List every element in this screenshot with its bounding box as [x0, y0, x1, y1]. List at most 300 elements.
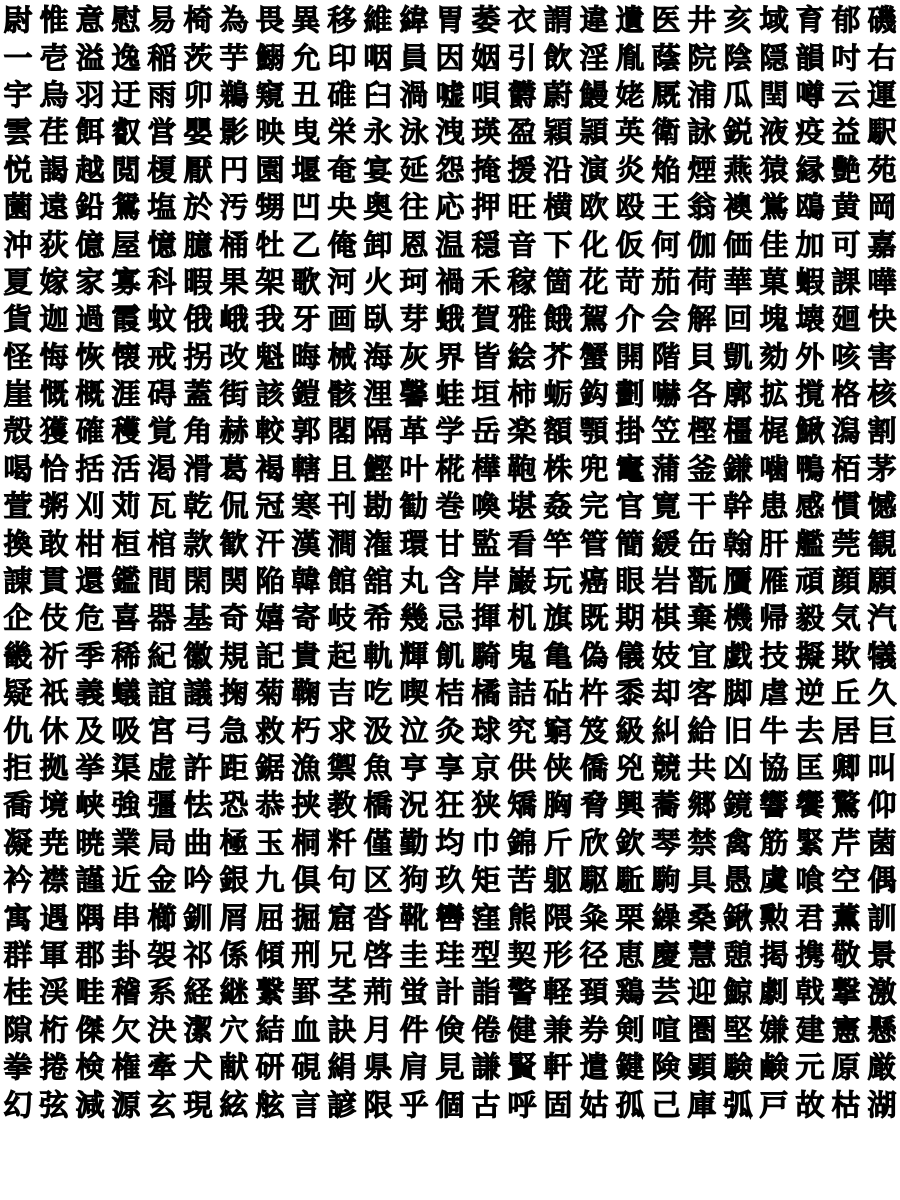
- kanji-character: 鬼: [507, 638, 537, 673]
- kanji-character: 窟: [327, 900, 357, 935]
- kanji-character: 改: [219, 339, 249, 374]
- kanji-character: 噛: [759, 451, 789, 486]
- kanji-character: 尉: [3, 3, 33, 38]
- kanji-character: 蒲: [651, 451, 681, 486]
- kanji-character: 勘: [363, 489, 393, 524]
- kanji-character: 餓: [543, 302, 573, 337]
- kanji-character: 允: [291, 40, 321, 75]
- kanji-character: 机: [507, 601, 537, 636]
- kanji-character: 荏: [39, 115, 69, 150]
- character-row: [0, 1049, 900, 1086]
- kanji-character: 鴛: [111, 190, 141, 225]
- kanji-character: 頚: [579, 975, 609, 1010]
- kanji-character: 我: [255, 302, 285, 337]
- kanji-character: 原: [831, 1050, 861, 1085]
- kanji-character: 巌: [507, 564, 537, 599]
- kanji-character: 倶: [291, 863, 321, 898]
- kanji-character: 閏: [759, 77, 789, 112]
- kanji-character: 偽: [579, 638, 609, 673]
- kanji-character: 雅: [507, 302, 537, 337]
- kanji-character: 会: [651, 302, 681, 337]
- kanji-character: 挙: [75, 751, 105, 785]
- kanji-character: 鈎: [579, 377, 609, 412]
- kanji-character: 茄: [651, 264, 681, 299]
- kanji-character: 晦: [291, 339, 321, 374]
- kanji-character: 億: [75, 227, 105, 262]
- kanji-character: 笈: [579, 713, 609, 748]
- kanji-character: 桶: [219, 227, 249, 262]
- kanji-character: 巻: [435, 489, 465, 524]
- kanji-character: 花: [579, 264, 609, 299]
- kanji-character: 黄: [831, 190, 861, 225]
- character-row: [0, 2, 900, 39]
- kanji-character: 襖: [723, 190, 753, 225]
- kanji-character: 鑑: [111, 564, 141, 599]
- kanji-character: 嘩: [867, 264, 897, 299]
- kanji-character: 胸: [543, 788, 573, 823]
- kanji-character: 旧: [723, 713, 753, 748]
- kanji-character: 鎌: [723, 451, 753, 486]
- kanji-character: 勤: [399, 825, 429, 860]
- kanji-character: 潔: [183, 1012, 213, 1047]
- kanji-character: 淫: [579, 40, 609, 75]
- kanji-character: 獲: [39, 414, 69, 449]
- kanji-character: 区: [363, 863, 393, 898]
- kanji-character: 王: [651, 190, 681, 225]
- kanji-character: 潟: [831, 414, 861, 449]
- kanji-character: 久: [867, 676, 897, 711]
- kanji-character: 蟹: [579, 339, 609, 374]
- kanji-character: 簡: [615, 526, 645, 561]
- kanji-character: 畿: [3, 638, 33, 673]
- kanji-character: 寡: [111, 264, 141, 299]
- kanji-character: 諺: [327, 1087, 357, 1122]
- kanji-character: 啓: [363, 937, 393, 972]
- kanji-character: 海: [363, 339, 393, 374]
- kanji-character: 鵜: [219, 77, 249, 112]
- kanji-character: 吃: [363, 676, 393, 711]
- kanji-character: 渦: [399, 77, 429, 112]
- kanji-character: 脚: [723, 676, 753, 711]
- kanji-character: 可: [831, 227, 861, 262]
- kanji-character: 佳: [759, 227, 789, 262]
- kanji-character: 吋: [831, 40, 861, 75]
- kanji-character: 欧: [579, 190, 609, 225]
- kanji-character: 廻: [831, 302, 861, 337]
- kanji-character: 架: [255, 264, 285, 299]
- kanji-character: 級: [615, 713, 645, 748]
- kanji-character: 駆: [579, 863, 609, 898]
- kanji-character: 院: [687, 40, 717, 75]
- kanji-character: 空: [831, 863, 861, 898]
- kanji-character: 汚: [219, 190, 249, 225]
- kanji-character: 艶: [831, 152, 861, 187]
- kanji-character: 詰: [507, 676, 537, 711]
- kanji-character: 穫: [111, 414, 141, 449]
- kanji-character: 稼: [507, 264, 537, 299]
- kanji-character: 意: [75, 3, 105, 38]
- kanji-character: 戟: [795, 975, 825, 1010]
- kanji-character: 勧: [399, 489, 429, 524]
- kanji-character: 鰍: [795, 414, 825, 449]
- kanji-character: 萱: [3, 489, 33, 524]
- kanji-character: 顕: [687, 1050, 717, 1085]
- kanji-character: 櫛: [147, 900, 177, 935]
- kanji-character: 橿: [723, 414, 753, 449]
- kanji-character: 焔: [651, 152, 681, 187]
- kanji-character: 掘: [291, 900, 321, 935]
- kanji-character: 維: [363, 3, 393, 38]
- kanji-character: 尭: [39, 825, 69, 860]
- kanji-character: 繰: [651, 900, 681, 935]
- kanji-character: 妓: [651, 638, 681, 673]
- kanji-character: 加: [795, 227, 825, 262]
- kanji-character: 携: [795, 937, 825, 972]
- kanji-character: 禽: [723, 825, 753, 860]
- kanji-character: 興: [615, 788, 645, 823]
- kanji-character: 革: [399, 414, 429, 449]
- kanji-character: 嫌: [759, 1012, 789, 1047]
- kanji-character: 継: [219, 975, 249, 1010]
- kanji-character: 迂: [111, 77, 141, 112]
- kanji-character: 決: [147, 1012, 177, 1047]
- kanji-character: 飢: [435, 638, 465, 673]
- kanji-character: 句: [327, 863, 357, 898]
- kanji-character: 俄: [183, 302, 213, 337]
- kanji-character: 紀: [147, 638, 177, 673]
- kanji-character: 芹: [831, 825, 861, 860]
- kanji-character: 含: [435, 564, 465, 599]
- kanji-character: 凝: [3, 825, 33, 860]
- kanji-character: 懸: [867, 1012, 897, 1047]
- kanji-character: 蛾: [435, 302, 465, 337]
- kanji-character: 割: [867, 414, 897, 449]
- kanji-character: 管: [579, 526, 609, 561]
- kanji-character: 傾: [255, 937, 285, 972]
- kanji-character: 斤: [543, 825, 573, 860]
- kanji-character: 迎: [687, 975, 717, 1010]
- kanji-character: 骸: [327, 377, 357, 412]
- kanji-character: 羽: [75, 77, 105, 112]
- kanji-character: 解: [687, 302, 717, 337]
- kanji-character: 捲: [39, 1050, 69, 1085]
- kanji-character: 括: [75, 451, 105, 486]
- kanji-character: 岩: [651, 564, 681, 599]
- kanji-character: 掬: [219, 676, 249, 711]
- kanji-character: 堅: [723, 1012, 753, 1047]
- kanji-character: 仇: [3, 713, 33, 748]
- kanji-character: 縁: [795, 152, 825, 187]
- kanji-character: 壊: [795, 302, 825, 337]
- kanji-character: 協: [759, 751, 789, 785]
- kanji-character: 碍: [147, 377, 177, 412]
- kanji-character: 偶: [867, 863, 897, 898]
- kanji-character: 嫁: [39, 264, 69, 299]
- kanji-character: 禦: [327, 751, 357, 785]
- kanji-character: 弓: [183, 713, 213, 748]
- kanji-character: 牙: [291, 302, 321, 337]
- kanji-character: 犠: [867, 638, 897, 673]
- kanji-character: 壱: [39, 40, 69, 75]
- kanji-character: 英: [615, 115, 645, 150]
- kanji-character: 餌: [75, 115, 105, 150]
- kanji-character: 屑: [219, 900, 249, 935]
- kanji-character: 謁: [39, 152, 69, 187]
- kanji-character: 蚊: [147, 302, 177, 337]
- kanji-character: 岸: [471, 564, 501, 599]
- kanji-character: 詣: [471, 975, 501, 1010]
- kanji-character: 鰻: [579, 77, 609, 112]
- kanji-character: 騎: [471, 638, 501, 673]
- kanji-character: 圭: [399, 937, 429, 972]
- kanji-character: 顔: [831, 564, 861, 599]
- kanji-character: 間: [147, 564, 177, 599]
- kanji-character: 廓: [723, 377, 753, 412]
- kanji-character: 果: [219, 264, 249, 299]
- kanji-character: 轄: [291, 451, 321, 486]
- kanji-character: 蛍: [399, 975, 429, 1010]
- kanji-character: 甘: [435, 526, 465, 561]
- kanji-character: 寄: [291, 601, 321, 636]
- kanji-character: 結: [255, 1012, 285, 1047]
- kanji-character: 脅: [579, 788, 609, 823]
- character-row: [0, 301, 900, 338]
- character-row: [0, 413, 900, 450]
- kanji-character: 為: [219, 3, 249, 38]
- kanji-character: 矯: [507, 788, 537, 823]
- kanji-character: 栄: [327, 115, 357, 150]
- kanji-character: 滑: [183, 451, 213, 486]
- character-row: [0, 525, 900, 562]
- kanji-character: 閑: [183, 564, 213, 599]
- kanji-character: 且: [327, 451, 357, 486]
- kanji-character: 共: [687, 751, 717, 785]
- kanji-character: 艦: [795, 526, 825, 561]
- kanji-character: 街: [219, 377, 249, 412]
- character-row: [0, 675, 900, 712]
- kanji-character: 企: [3, 601, 33, 636]
- kanji-character: 眼: [615, 564, 645, 599]
- character-row: [0, 712, 900, 749]
- kanji-character: 季: [75, 638, 105, 673]
- kanji-character: 猿: [759, 152, 789, 187]
- kanji-character: 休: [39, 713, 69, 748]
- kanji-character: 関: [219, 564, 249, 599]
- kanji-character: 祁: [183, 937, 213, 972]
- kanji-character: 姑: [579, 1087, 609, 1122]
- kanji-character: 郷: [687, 788, 717, 823]
- kanji-character: 核: [867, 377, 897, 412]
- kanji-character: 響: [759, 788, 789, 823]
- kanji-character: 劾: [759, 339, 789, 374]
- kanji-character: 鹸: [759, 1050, 789, 1085]
- kanji-character: 煙: [687, 152, 717, 187]
- kanji-character: 柿: [507, 377, 537, 412]
- kanji-character: 憲: [831, 1012, 861, 1047]
- character-row: [0, 563, 900, 600]
- kanji-character: 訣: [327, 1012, 357, 1047]
- kanji-character: 噂: [795, 77, 825, 112]
- kanji-character: 奄: [327, 152, 357, 187]
- kanji-character: 科: [147, 264, 177, 299]
- kanji-character: 姦: [543, 489, 573, 524]
- kanji-character: 砧: [543, 676, 573, 711]
- kanji-character: 枯: [831, 1087, 861, 1122]
- kanji-character: 映: [255, 115, 285, 150]
- kanji-character: 喰: [795, 863, 825, 898]
- kanji-character: 崖: [3, 377, 33, 412]
- kanji-character: 馨: [399, 377, 429, 412]
- kanji-character: 芽: [399, 302, 429, 337]
- kanji-character: 蛙: [435, 377, 465, 412]
- kanji-character: 磯: [867, 3, 897, 38]
- kanji-character: 褐: [255, 451, 285, 486]
- kanji-character: 飲: [543, 40, 573, 75]
- kanji-character: 缶: [687, 526, 717, 561]
- kanji-character: 袈: [147, 937, 177, 972]
- kanji-character: 菊: [255, 676, 285, 711]
- kanji-character: 驚: [831, 788, 861, 823]
- kanji-character: 荊: [363, 975, 393, 1010]
- kanji-character: 卸: [363, 227, 393, 262]
- kanji-character: 翰: [723, 526, 753, 561]
- kanji-character: 給: [687, 713, 717, 748]
- kanji-character: 恐: [219, 788, 249, 823]
- kanji-character: 希: [363, 601, 393, 636]
- kanji-character: 喬: [3, 788, 33, 823]
- kanji-character: 吸: [111, 713, 141, 748]
- character-row: [0, 1012, 900, 1049]
- kanji-character: 系: [147, 975, 177, 1010]
- kanji-character: 完: [579, 489, 609, 524]
- kanji-character: 階: [651, 339, 681, 374]
- kanji-character: 毅: [795, 601, 825, 636]
- kanji-character: 串: [111, 900, 141, 935]
- kanji-character: 黍: [615, 676, 645, 711]
- kanji-character: 頴: [579, 115, 609, 150]
- kanji-character: 僑: [579, 751, 609, 785]
- kanji-character: 期: [615, 601, 645, 636]
- kanji-character: 謹: [75, 863, 105, 898]
- kanji-character: 駕: [579, 302, 609, 337]
- kanji-character: 閣: [327, 414, 357, 449]
- kanji-character: 園: [255, 152, 285, 187]
- kanji-character: 喜: [111, 601, 141, 636]
- kanji-character: 稀: [111, 638, 141, 673]
- kanji-character: 云: [831, 77, 861, 112]
- kanji-character: 燕: [723, 152, 753, 187]
- kanji-character: 祇: [39, 676, 69, 711]
- kanji-character: 岐: [327, 601, 357, 636]
- kanji-character: 靴: [399, 900, 429, 935]
- kanji-character: 凶: [723, 751, 753, 785]
- kanji-character: 轡: [435, 900, 465, 935]
- kanji-character: 丑: [291, 77, 321, 112]
- kanji-character: 彊: [147, 788, 177, 823]
- kanji-character: 化: [579, 227, 609, 262]
- kanji-character: 岳: [471, 414, 501, 449]
- kanji-character: 供: [507, 751, 537, 785]
- kanji-character: 遣: [579, 1050, 609, 1085]
- kanji-character: 罫: [291, 975, 321, 1010]
- kanji-character: 育: [795, 3, 825, 38]
- kanji-character: 灸: [435, 713, 465, 748]
- kanji-character: 雨: [147, 77, 177, 112]
- kanji-character: 乎: [399, 1087, 429, 1122]
- kanji-character: 均: [435, 825, 465, 860]
- kanji-character: 汲: [363, 713, 393, 748]
- kanji-character: 快: [867, 302, 897, 337]
- kanji-character: 戸: [759, 1087, 789, 1122]
- kanji-character: 凹: [291, 190, 321, 225]
- kanji-character: 拠: [39, 751, 69, 785]
- kanji-character: 祈: [39, 638, 69, 673]
- kanji-character: 運: [867, 77, 897, 112]
- kanji-character: 角: [183, 414, 213, 449]
- kanji-character: 珂: [399, 264, 429, 299]
- kanji-character: 鎧: [291, 377, 321, 412]
- kanji-character: 嘘: [435, 77, 465, 112]
- kanji-character: 県: [363, 1050, 393, 1085]
- kanji-character: 狭: [471, 788, 501, 823]
- kanji-character: 援: [507, 152, 537, 187]
- character-row: [0, 1086, 900, 1123]
- kanji-character: 灰: [399, 339, 429, 374]
- kanji-character: 蓋: [183, 377, 213, 412]
- kanji-character: 仮: [615, 227, 645, 262]
- kanji-character: 易: [147, 3, 177, 38]
- kanji-character: 回: [723, 302, 753, 337]
- kanji-character: 欺: [831, 638, 861, 673]
- kanji-character: 衿: [3, 863, 33, 898]
- kanji-character: 極: [219, 825, 249, 860]
- kanji-character: 謙: [471, 1050, 501, 1085]
- kanji-character: 員: [399, 40, 429, 75]
- kanji-character: 元: [795, 1050, 825, 1085]
- kanji-character: 個: [435, 1087, 465, 1122]
- kanji-character: 幾: [399, 601, 429, 636]
- kanji-character: 乾: [183, 489, 213, 524]
- kanji-character: 隅: [75, 900, 105, 935]
- kanji-character: 葛: [219, 451, 249, 486]
- kanji-character: 愚: [723, 863, 753, 898]
- kanji-character: 慨: [39, 377, 69, 412]
- kanji-character: 顎: [579, 414, 609, 449]
- kanji-character: 逆: [795, 676, 825, 711]
- kanji-character: 溢: [75, 40, 105, 75]
- kanji-character: 己: [651, 1087, 681, 1122]
- kanji-character: 献: [219, 1050, 249, 1085]
- kanji-character: 蟻: [111, 676, 141, 711]
- kanji-character: 楽: [507, 414, 537, 449]
- kanji-character: 去: [795, 713, 825, 748]
- kanji-character: 刈: [75, 489, 105, 524]
- kanji-character: 鴨: [795, 451, 825, 486]
- kanji-character: 現: [183, 1087, 213, 1122]
- kanji-character: 課: [831, 264, 861, 299]
- kanji-character: 嚇: [651, 377, 681, 412]
- kanji-character: 玩: [543, 564, 573, 599]
- character-row: [0, 937, 900, 974]
- kanji-character: 監: [471, 526, 501, 561]
- kanji-character: 慶: [651, 937, 681, 972]
- kanji-character: 恢: [75, 339, 105, 374]
- kanji-character: 疫: [795, 115, 825, 150]
- kanji-character: 軌: [363, 638, 393, 673]
- kanji-character: 矩: [471, 863, 501, 898]
- kanji-character: 韻: [795, 40, 825, 75]
- kanji-character: 蕎: [651, 788, 681, 823]
